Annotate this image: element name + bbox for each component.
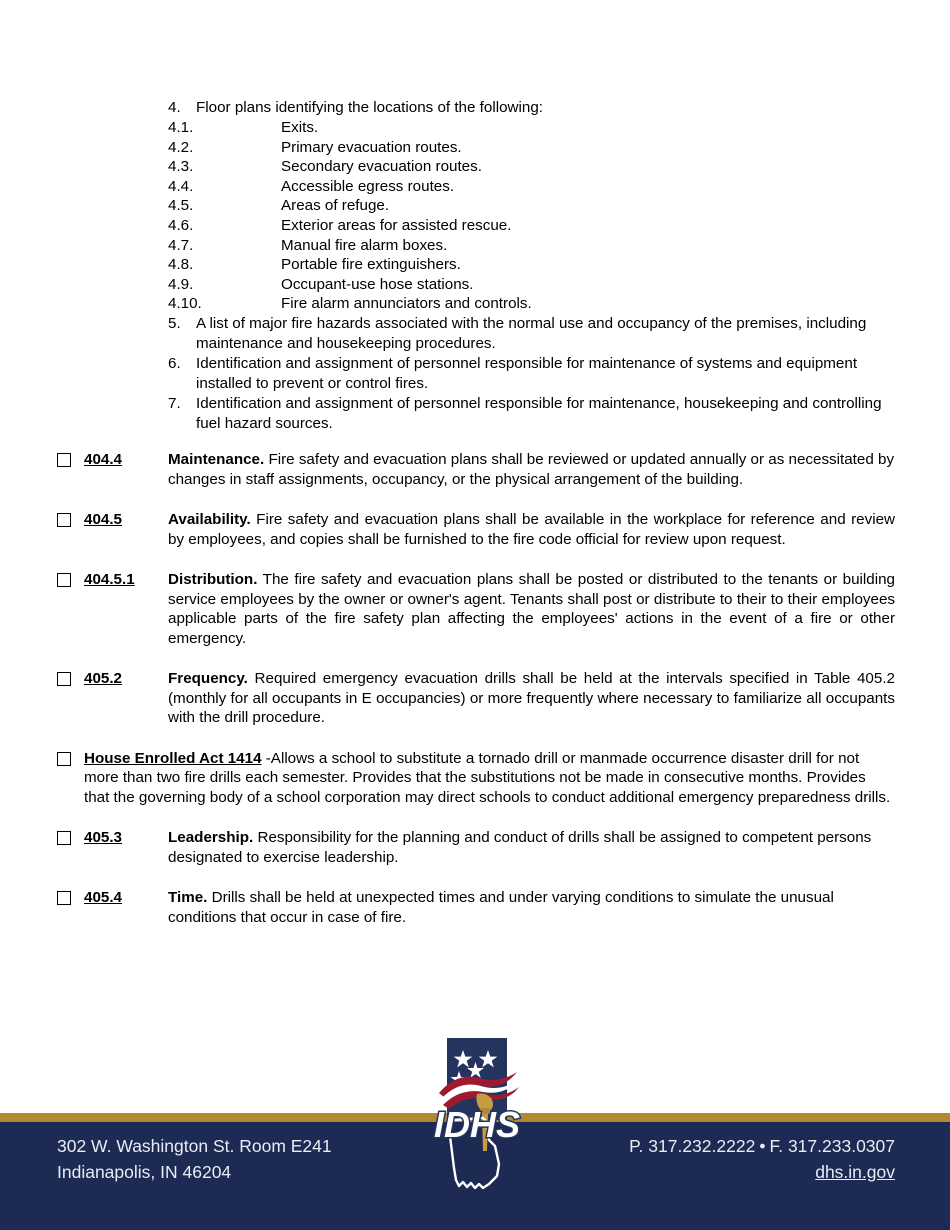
section-405-3 xyxy=(0,828,950,867)
checkbox-405-4[interactable] xyxy=(57,891,71,905)
section-number: 405.3 xyxy=(84,829,123,846)
list-item-text: Floor plans identifying the locations of the following: xyxy=(196,99,543,116)
website-link[interactable]: dhs.in.gov xyxy=(815,1162,895,1182)
section-body xyxy=(168,510,895,549)
sub-list-marker: 4.5. xyxy=(168,197,194,215)
list-item xyxy=(168,177,908,197)
section-404-5-1 xyxy=(0,570,950,648)
sub-list-marker: 4.3. xyxy=(168,158,194,176)
sub-list-text: Exits. xyxy=(281,119,319,136)
checkbox-house-enrolled-act[interactable] xyxy=(57,752,71,766)
section-body xyxy=(168,828,895,867)
checkbox-405-3[interactable] xyxy=(57,831,71,845)
section-lead: Maintenance. xyxy=(168,451,265,468)
footer-contact xyxy=(629,1133,895,1185)
fax-number: F. 317.233.0307 xyxy=(769,1136,895,1156)
section-lead: Frequency. xyxy=(168,670,248,687)
section-404-4 xyxy=(0,450,950,489)
sub-list-marker: 4.7. xyxy=(168,236,194,254)
section-body xyxy=(168,888,895,927)
idhs-logo xyxy=(425,1036,529,1194)
section-number: 404.5.1 xyxy=(84,571,135,588)
sub-list-marker: 4.6. xyxy=(168,216,194,234)
section-house-enrolled-act-1414 xyxy=(0,749,950,808)
section-body xyxy=(168,450,895,489)
numbered-list xyxy=(168,98,908,434)
address-line-1: 302 W. Washington St. Room E241 xyxy=(57,1136,332,1156)
list-item xyxy=(168,196,908,216)
section-lead: Time. xyxy=(168,889,208,906)
section-body xyxy=(168,570,895,648)
phone-number: P. 317.232.2222 xyxy=(629,1136,756,1156)
code-sections xyxy=(0,450,950,948)
sub-list-marker: 4.8. xyxy=(168,256,194,274)
section-number: 405.2 xyxy=(84,670,123,687)
list-item xyxy=(168,236,908,256)
section-number: 404.5 xyxy=(84,511,123,528)
section-text: Responsibility for the planning and conduct of drills shall be assigned to competent persons designated to exercise leadership. xyxy=(168,829,872,866)
list-item-6 xyxy=(168,354,908,394)
list-item-text: A list of major fire hazards associated with the normal use and occupancy of the premises, including maintenance and housekeeping procedures. xyxy=(196,314,867,352)
section-text: Fire safety and evacuation plans shall be available in the workplace for reference and review by employees, and copies shall be furnished to the fire code official for review upon request. xyxy=(168,511,895,548)
list-item-5 xyxy=(168,314,908,354)
sub-list-text: Exterior areas for assisted rescue. xyxy=(281,216,512,234)
checkbox-404-4[interactable] xyxy=(57,453,71,467)
section-title: House Enrolled Act 1414 xyxy=(84,749,262,767)
section-405-2 xyxy=(0,669,950,728)
list-item xyxy=(168,255,908,275)
separator-dot: • xyxy=(759,1136,766,1156)
sub-list-text: Portable fire extinguishers. xyxy=(281,256,461,274)
footer-address xyxy=(57,1133,332,1185)
sub-list-marker: 4.10. xyxy=(168,295,202,313)
sub-list-marker: 4.2. xyxy=(168,138,194,156)
section-lead: Availability. xyxy=(168,511,251,528)
section-lead: Distribution. xyxy=(168,571,258,588)
sub-list-text: Secondary evacuation routes. xyxy=(281,158,482,176)
section-text: Required emergency evacuation drills shall be held at the intervals specified in Table 405.2 (monthly for all occupants in E occupancies) or more frequently where necessary to familiarize all occupants with the drill procedure. xyxy=(168,670,895,726)
list-item xyxy=(168,216,908,236)
list-marker: 5. xyxy=(168,314,181,332)
list-item-4 xyxy=(168,98,908,118)
sub-list-marker: 4.9. xyxy=(168,275,194,293)
address-line-2: Indianapolis, IN 46204 xyxy=(57,1162,232,1182)
sub-list-text: Areas of refuge. xyxy=(281,197,390,215)
section-text: The fire safety and evacuation plans shall be posted or distributed to the tenants or building service employees by the owner or owner's agent. Tenants shall post or distribute to their to their employees applicable parts of the fire safety plan affecting the employees' actions in the event of a fire or other emergency. xyxy=(168,571,895,647)
list-item xyxy=(168,138,908,158)
checkbox-404-5-1[interactable] xyxy=(57,573,71,587)
section-text: Drills shall be held at unexpected times and under varying conditions to simulate the unusual conditions that occur in case of fire. xyxy=(168,889,834,926)
section-body xyxy=(84,749,895,808)
list-marker: 6. xyxy=(168,354,181,372)
sub-list-marker: 4.1. xyxy=(168,119,194,136)
list-item xyxy=(168,118,908,138)
section-number: 404.4 xyxy=(84,451,123,468)
section-text: -Allows a school to substitute a tornado drill or manmade occurrence disaster drill for not more than two fire drills each semester. Provides that the substitutions not be made in consecutive months. Provides that the governing body of a school corporation may direct schools to conduct additional emergency preparedness drills. xyxy=(84,749,891,806)
list-item-text: Identification and assignment of personnel responsible for maintenance, housekeeping and controlling fuel hazard sources. xyxy=(196,394,882,432)
list-item xyxy=(168,294,908,314)
list-item xyxy=(168,157,908,177)
section-405-4 xyxy=(0,888,950,927)
section-text: Fire safety and evacuation plans shall be reviewed or updated annually or as necessitated by changes in staff assignments, occupancy, or the physical arrangement of the building. xyxy=(168,451,895,488)
sub-list-4 xyxy=(168,118,908,314)
list-item-7 xyxy=(168,394,908,434)
checkbox-404-5[interactable] xyxy=(57,513,71,527)
list-marker: 7. xyxy=(168,394,181,412)
idhs-wordmark: IDHS xyxy=(433,1104,521,1145)
list-item-text: Identification and assignment of personnel responsible for maintenance of systems and equipment installed to prevent or control fires. xyxy=(196,354,858,392)
sub-list-marker: 4.4. xyxy=(168,177,194,195)
footer-phone-fax xyxy=(629,1133,895,1159)
section-lead: Leadership. xyxy=(168,829,254,846)
list-marker: 4. xyxy=(168,99,181,116)
sub-list-text: Fire alarm annunciators and controls. xyxy=(281,295,532,313)
list-item xyxy=(168,275,908,295)
sub-list-text: Manual fire alarm boxes. xyxy=(281,236,448,254)
sub-list-text: Accessible egress routes. xyxy=(281,177,455,195)
section-body xyxy=(168,669,895,728)
sub-list-text: Primary evacuation routes. xyxy=(281,138,462,156)
checkbox-405-2[interactable] xyxy=(57,672,71,686)
sub-list-text: Occupant-use hose stations. xyxy=(281,275,474,293)
section-404-5 xyxy=(0,510,950,549)
section-number: 405.4 xyxy=(84,889,123,906)
